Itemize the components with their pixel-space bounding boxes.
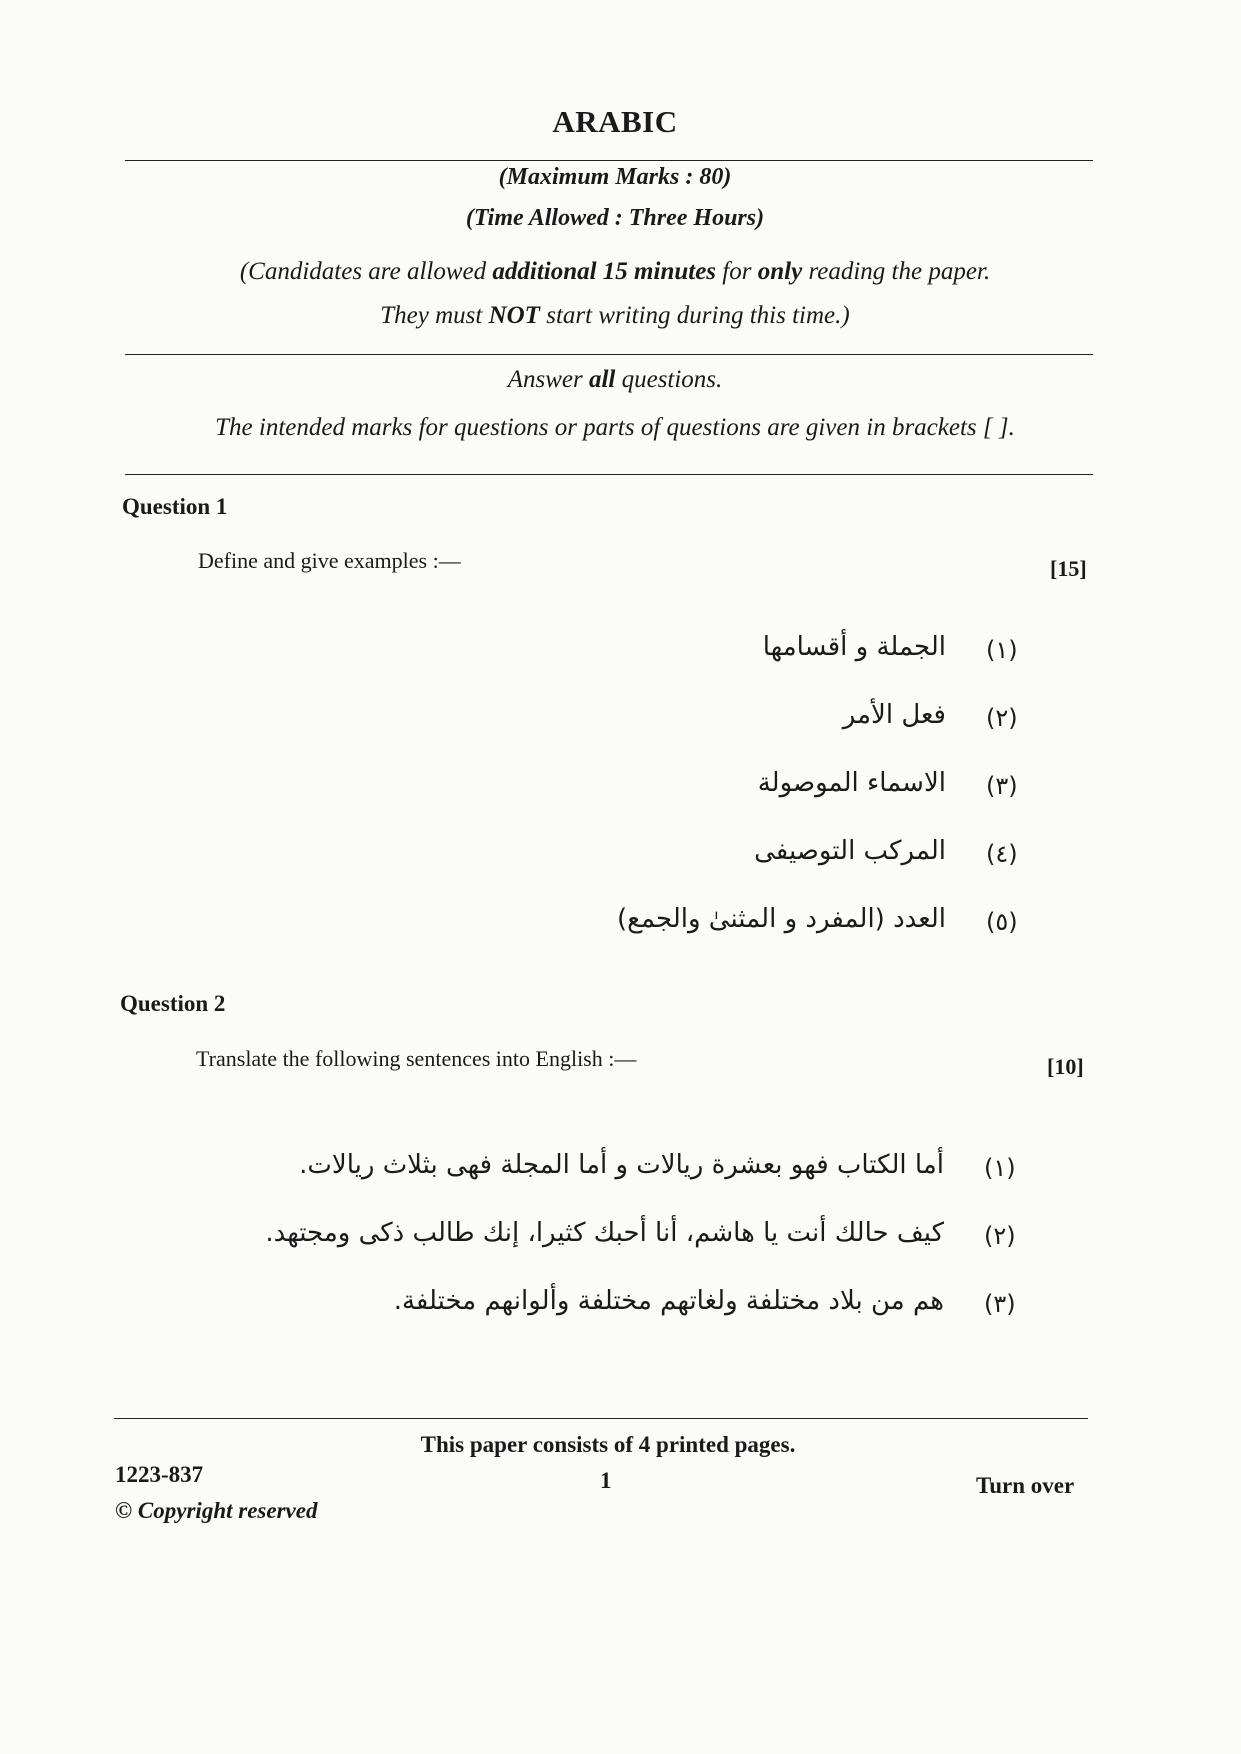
q2-item-3-text: هم من بلاد مختلفة ولغاتهم مختلفة وألوانهم مختلفة. xyxy=(393,1286,944,1316)
subject-title: ARABIC xyxy=(552,104,678,139)
time-allowed: (Time Allowed : Three Hours) xyxy=(465,205,765,231)
q1-item-3-number: (٣) xyxy=(986,772,1018,800)
divider-middle xyxy=(125,354,1093,355)
q1-item-2-text: فعل الأمر xyxy=(842,700,946,730)
turn-over: Turn over xyxy=(976,1473,1075,1498)
maximum-marks: (Maximum Marks : 80) xyxy=(498,164,732,190)
marks-note: The intended marks for questions or parts of questions are given in brackets [ ]. xyxy=(215,414,1015,441)
question-1-marks: [15] xyxy=(1050,556,1087,581)
copyright-notice: © Copyright reserved xyxy=(115,1498,318,1523)
question-2-heading: Question 2 xyxy=(120,991,226,1016)
q1-item-2-number: (٢) xyxy=(986,704,1018,732)
q1-item-5-number: (٥) xyxy=(986,908,1018,936)
q2-item-2-text: كيف حالك أنت يا هاشم، أنا أحبك كثيرا، إنك طالب ذكى ومجتهد. xyxy=(265,1218,944,1248)
q2-item-2-number: (٢) xyxy=(984,1222,1016,1250)
q2-item-1-number: (١) xyxy=(984,1154,1016,1182)
question-1-instruction: Define and give examples :— xyxy=(198,548,461,573)
question-1-heading: Question 1 xyxy=(122,494,228,519)
footer-divider xyxy=(114,1418,1088,1419)
q1-item-4-text: المركب التوصيفى xyxy=(754,836,946,866)
q1-item-1-number: (١) xyxy=(986,636,1018,664)
paper-code: 1223-837 xyxy=(115,1462,204,1487)
divider-top xyxy=(125,160,1093,161)
q1-item-1-text: الجملة و أقسامها xyxy=(762,632,946,662)
divider-bottom xyxy=(125,474,1093,475)
pages-note: This paper consists of 4 printed pages. xyxy=(420,1432,796,1457)
q2-item-1-text: أما الكتاب فهو بعشرة ريالات و أما المجلة فهى بثلاث ريالات. xyxy=(299,1150,944,1180)
answer-all-note: Answer all questions. xyxy=(507,366,723,393)
question-2-marks: [10] xyxy=(1047,1054,1084,1079)
question-2-instruction: Translate the following sentences into English :— xyxy=(196,1046,637,1071)
q2-item-3-number: (٣) xyxy=(984,1290,1016,1318)
page-number: 1 xyxy=(600,1468,612,1493)
q1-item-3-text: الاسماء الموصولة xyxy=(757,768,946,798)
reading-time-note: (Candidates are allowed additional 15 minutes for only reading the paper. xyxy=(239,258,991,285)
writing-note: They must NOT start writing during this time.) xyxy=(380,302,850,329)
q1-item-4-number: (٤) xyxy=(986,840,1018,868)
q1-item-5-text: العدد (المفرد و المثنىٰ والجمع) xyxy=(617,904,946,934)
